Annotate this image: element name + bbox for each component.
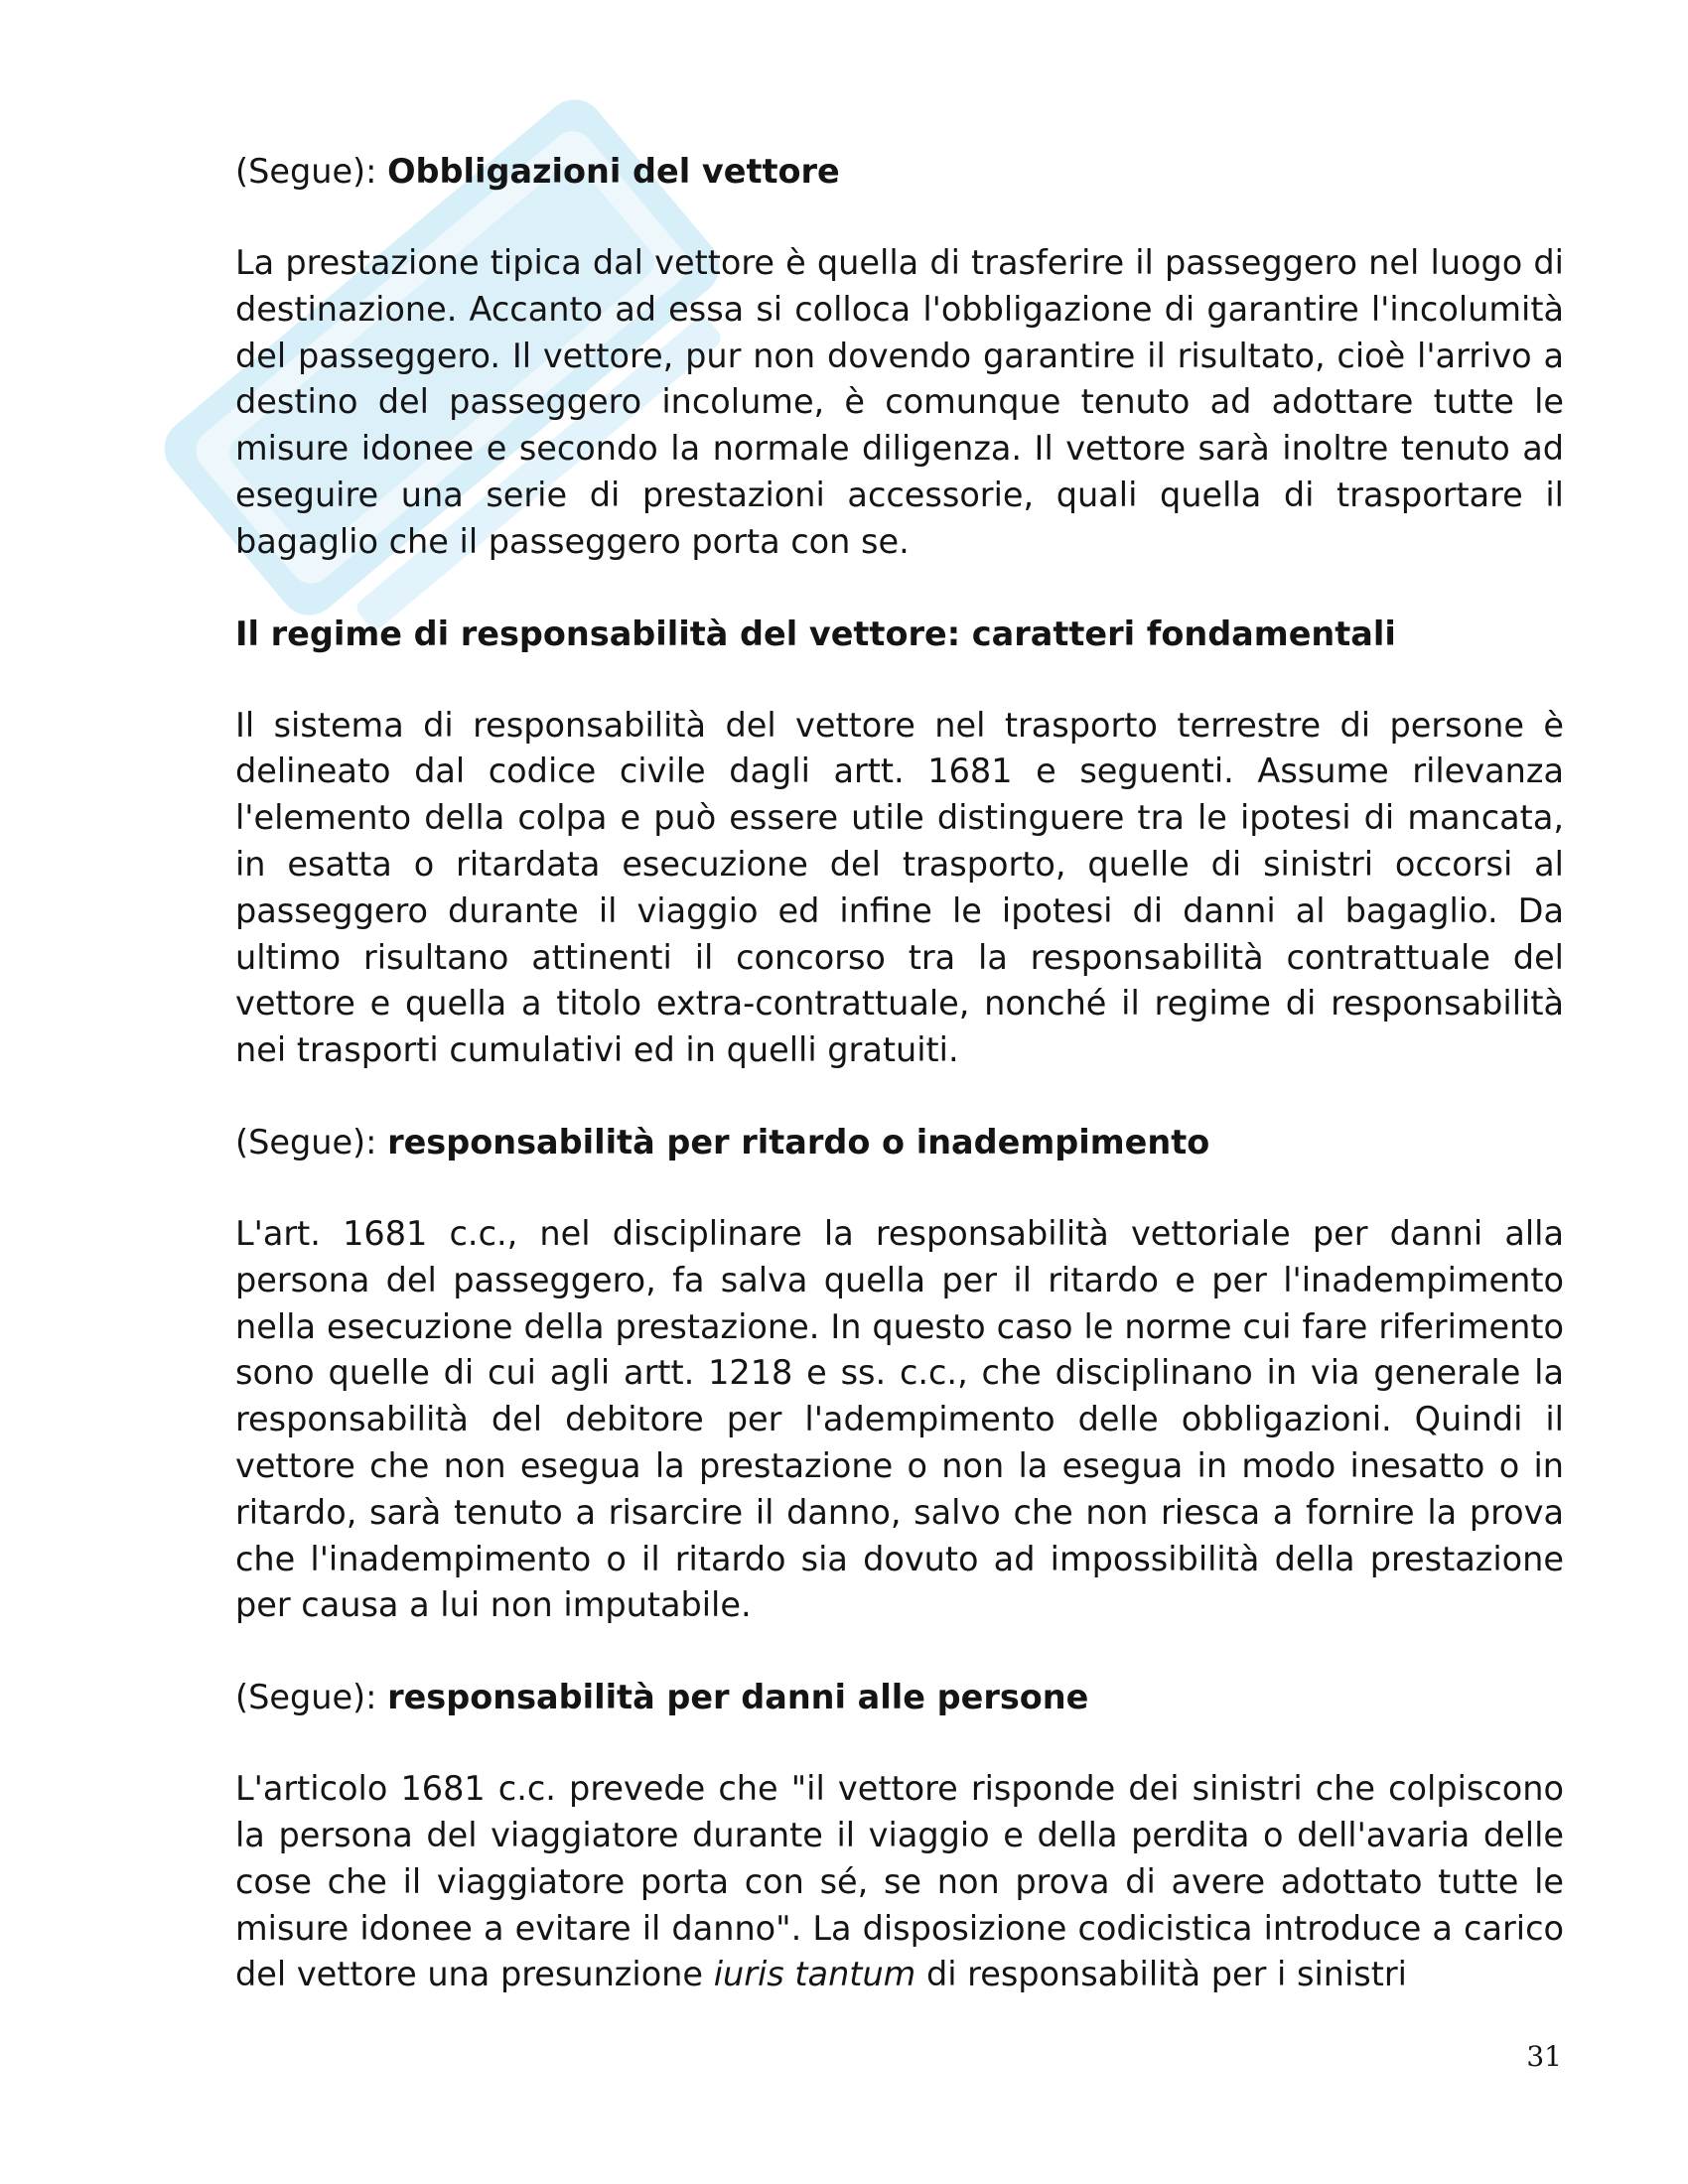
section-heading-danni-persone (235, 1675, 1564, 1720)
paragraph: L'art. 1681 c.c., nel disciplinare la responsabilità vettoriale per danni alla persona del passeggero, fa salva quella per il ritardo e per l'inadempimento nella esecuzione della prestazione. In questo caso le norme cui fare riferimento sono quelle di cui agli artt. 1218 e ss. c.c., che disciplinano in via generale la responsabilità del debitore per l'adempimento delle obbligazioni. Quindi il vettore che non esegua la prestazione o non la esegua in modo inesatto o in ritardo, sarà tenuto a risarcire il danno, salvo che non riesca a fornire la prova che l'inadempimento o il ritardo sia dovuto ad impossibilità della prestazione per causa a lui non imputabile. (235, 1213, 1564, 1625)
heading-prefix: (Segue): (235, 1678, 388, 1717)
paragraph: La prestazione tipica dal vettore è quella di trasferire il passeggero nel luogo di destinazione. Accanto ad essa si colloca l'obbligazione di garantire l'incolumità del passeggero. Il vettore, pur non dovendo garantire il risultato, cioè l'arrivo a destino del passeggero incolume, è comunque tenuto ad adottare tutte le misure idonee e secondo la normale diligenza. Il vettore sarà inoltre tenuto ad eseguire una serie di prestazioni accessorie, quali quella di trasportare il bagaglio che il passeggero porta con se. (235, 243, 1564, 561)
heading-title: responsabilità per danni alle persone (387, 1678, 1089, 1717)
paragraph (235, 1766, 1564, 1998)
heading-title: Il regime di responsabilità del vettore: caratteri fondamentali (235, 614, 1396, 653)
heading-prefix: (Segue): (235, 1122, 388, 1161)
heading-title: Obbligazioni del vettore (387, 152, 840, 191)
heading-prefix: (Segue): (235, 152, 388, 191)
heading-title: responsabilità per ritardo o inadempimento (387, 1122, 1210, 1161)
italic-term: iuris tantum (713, 1955, 916, 1994)
section-heading-regime (235, 612, 1564, 657)
paragraph: Il sistema di responsabilità del vettore nel trasporto terrestre di persone è delineato dal codice civile dagli artt. 1681 e seguenti. Assume rilevanza l'elemento della colpa e può essere utile distinguere tra le ipotesi di mancata, in esatta o ritardata esecuzione del trasporto, quelle di sinistri occorsi al passeggero durante il viaggio ed infine le ipotesi di danni al bagaglio. Da ultimo risultano attinenti il concorso tra la responsabilità contrattuale del vettore e quella a titolo extra-contrattuale, nonché il regime di responsabilità nei trasporti cumulativi ed in quelli gratuiti. (235, 705, 1564, 1070)
page-content (235, 149, 1564, 1998)
paragraph-text: di responsabilità per i sinistri (915, 1955, 1407, 1994)
paragraph-text: L'articolo 1681 c.c. prevede che "il vettore risponde dei sinistri che colpiscono la persona del viaggiatore durante il viaggio e della perdita o dell'avaria delle cose che il viaggiatore porta con sé, se non prova di avere adottato tutte le misure idonee a evitare il danno". La disposizione codicistica introduce a carico del vettore una presunzione (235, 1769, 1564, 1994)
section-heading-obbligazioni (235, 149, 1564, 195)
section-heading-ritardo (235, 1120, 1564, 1165)
page-number: 31 (1526, 2040, 1562, 2073)
